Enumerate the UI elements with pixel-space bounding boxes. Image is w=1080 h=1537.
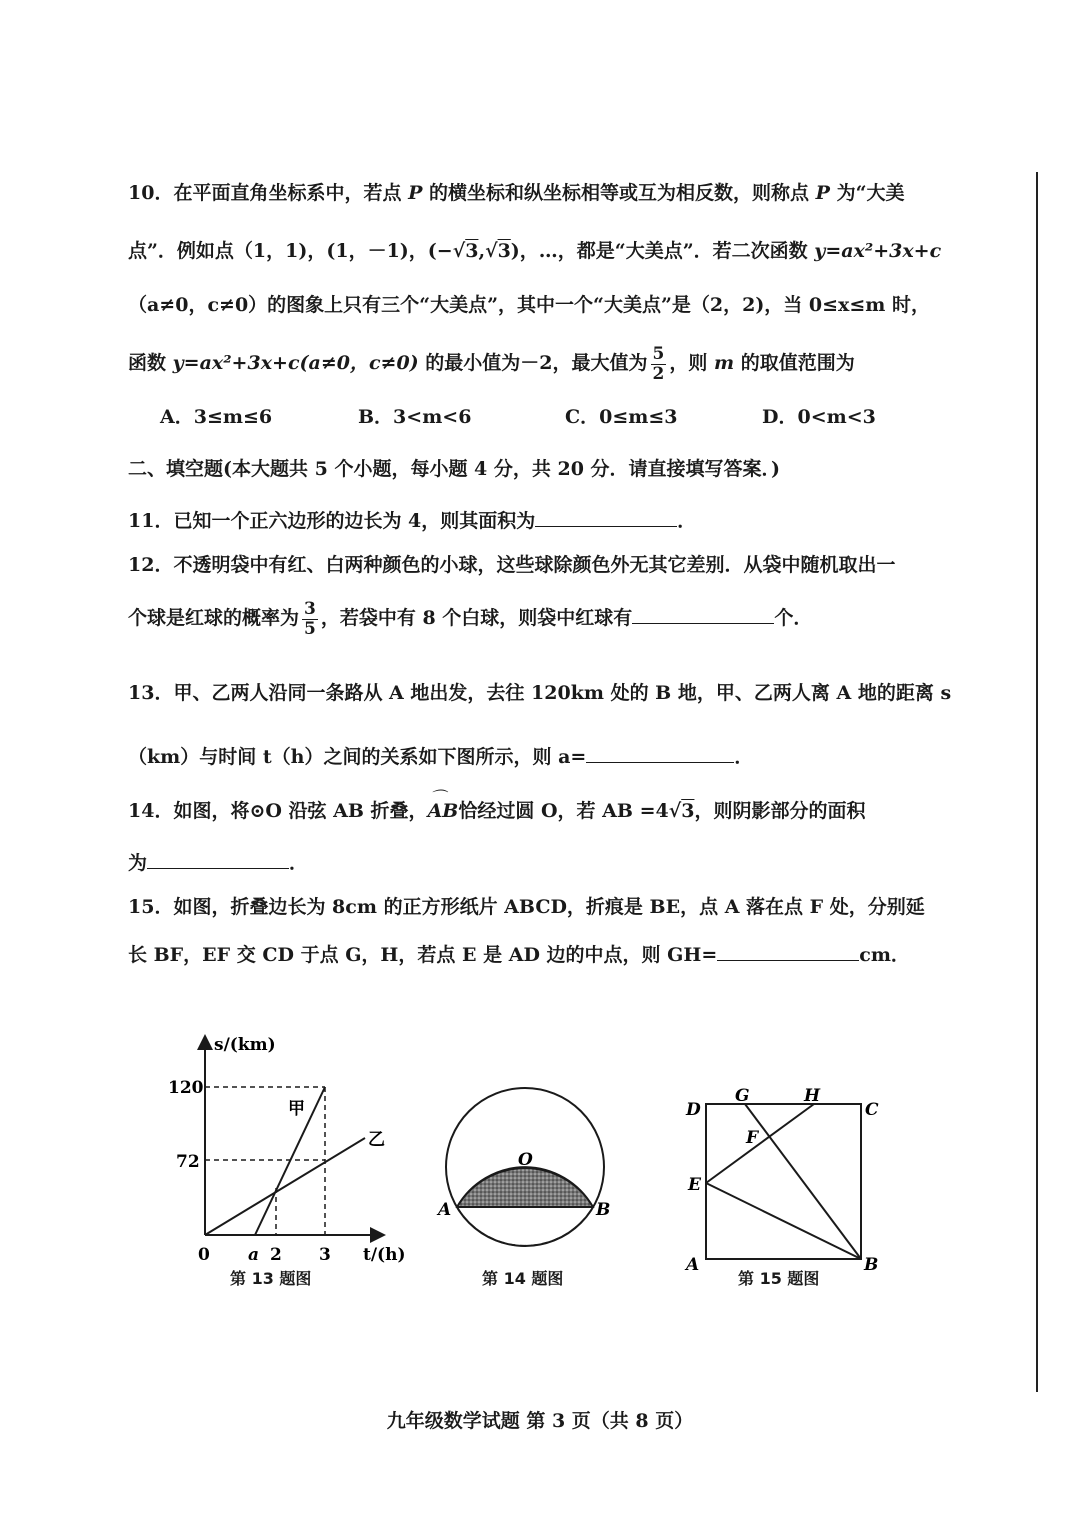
fig13-ylabel: s/(km) — [214, 1035, 276, 1055]
figure-15 — [678, 1080, 893, 1275]
fig13-line-yi — [205, 1138, 365, 1235]
fig13-xtick-0: 0 — [198, 1245, 210, 1265]
q14-answer-blank[interactable] — [147, 846, 289, 869]
q13-line1: 13．甲、乙两人沿同一条路从 A 地出发，去往 120km 处的 B 地，甲、乙两人离 A 地的距离 s — [128, 682, 952, 704]
q11-line: 11．已知一个正六边形的边长为 4，则其面积为 ． — [128, 504, 978, 536]
q14-line2: 为 ． — [128, 846, 978, 878]
fig15-label-g: G — [735, 1086, 750, 1106]
q10-option-a[interactable]: A．3≤m≤6 — [160, 406, 273, 428]
fig15-caption: 第 15 题图 — [738, 1269, 820, 1288]
fig14-label-o: O — [518, 1150, 533, 1170]
fig13-xlabel: t/(h) — [363, 1245, 406, 1265]
fig13-xtick-3: 3 — [319, 1245, 331, 1265]
fig15-line-eb — [706, 1183, 861, 1259]
section-heading: 二、填空题(本大题共 5 个小题，每小题 4 分，共 20 分．请直接填写答案．) — [128, 458, 781, 480]
fig14-label-a: A — [438, 1200, 452, 1220]
fig15-label-e: E — [688, 1175, 701, 1195]
fig15-label-d: D — [686, 1100, 701, 1120]
fig13-label-jia: 甲 — [288, 1099, 305, 1119]
q10-line4: 函数 y=ax²+3x+c(a≠0，c≠0) 的最小值为－2，最大值为 $\frac{5}{2}$ ，则 m 的取值范围为 — [128, 343, 855, 384]
q10-option-b[interactable]: B．3<m<6 — [358, 406, 472, 428]
q13-line2: （km）与时间 t（h）之间的关系如下图所示，则 a= ． — [128, 740, 978, 772]
fig14-label-b: B — [596, 1200, 611, 1220]
fig15-line-bg — [745, 1104, 861, 1259]
q12-fraction: $\frac{3}{5}$ — [304, 598, 316, 639]
margin-rule — [1036, 172, 1038, 1392]
page-footer: 九年级数学试题 第 3 页（共 8 页） — [386, 1410, 694, 1432]
fig13-label-yi: 乙 — [368, 1130, 385, 1150]
fig14-caption: 第 14 题图 — [482, 1269, 564, 1288]
q12-line1: 12．不透明袋中有红、白两种颜色的小球，这些球除颜色外无其它差别．从袋中随机取出一 — [128, 554, 896, 576]
q10-fraction: $\frac{5}{2}$ — [652, 343, 665, 384]
fig13-caption: 第 13 题图 — [230, 1269, 312, 1288]
q10-line1: 10．在平面直角坐标系中，若点 P 的横坐标和纵坐标相等或互为相反数，则称点 P 为“大美 — [128, 182, 905, 204]
fig14-shaded-region — [457, 1167, 593, 1207]
fig15-label-c: C — [865, 1100, 879, 1120]
q10-line3: （a≠0，c≠0）的图象上只有三个“大美点”，其中一个“大美点”是（2，2)，当 0≤x≤m 时， — [128, 294, 931, 316]
q10-line2: 点”．例如点（1，1)，(1，－1)，(−√3,√3)，…，都是“大美点”．若二次函数 y=ax²+3x+c — [128, 240, 942, 262]
q12-line2: 个球是红球的概率为 $\frac{3}{5}$ ，若袋中有 8 个白球，则袋中红球有 个． — [128, 598, 813, 639]
q15-answer-blank[interactable] — [717, 938, 859, 961]
q15-line1: 15．如图，折叠边长为 8cm 的正方形纸片 ABCD，折痕是 BE，点 A 落在点 F 处，分别延 — [128, 896, 925, 918]
q14-line1: 14．如图，将⊙O 沿弦 AB 折叠，⌒ AB恰经过圆 O，若 AB =4√3，则阴影部分的面积 — [128, 796, 978, 826]
fig13-ytick-120: 120 — [168, 1078, 204, 1098]
fig13-xtick-a: a — [248, 1245, 260, 1265]
q13-answer-blank[interactable] — [586, 740, 734, 763]
fig15-line-eh — [706, 1104, 814, 1183]
q11-answer-blank[interactable] — [535, 504, 677, 527]
fig15-label-f: F — [746, 1128, 759, 1148]
fig15-label-a: A — [686, 1255, 700, 1275]
q12-answer-blank[interactable] — [632, 601, 774, 624]
fig13-ytick-72: 72 — [176, 1152, 200, 1172]
fig14-folded-arc-dashed — [457, 1207, 593, 1246]
q10-option-c[interactable]: C．0≤m≤3 — [565, 406, 678, 428]
fig13-xtick-2: 2 — [270, 1245, 282, 1265]
figure-13 — [160, 1030, 420, 1270]
q10-option-d[interactable]: D．0<m<3 — [762, 406, 876, 428]
fig15-label-b: B — [864, 1255, 879, 1275]
fig15-label-h: H — [804, 1086, 821, 1106]
q15-line2: 长 BF，EF 交 CD 于点 G，H，若点 E 是 AD 边的中点，则 GH= cm． — [128, 938, 978, 970]
figure-14 — [430, 1085, 620, 1260]
